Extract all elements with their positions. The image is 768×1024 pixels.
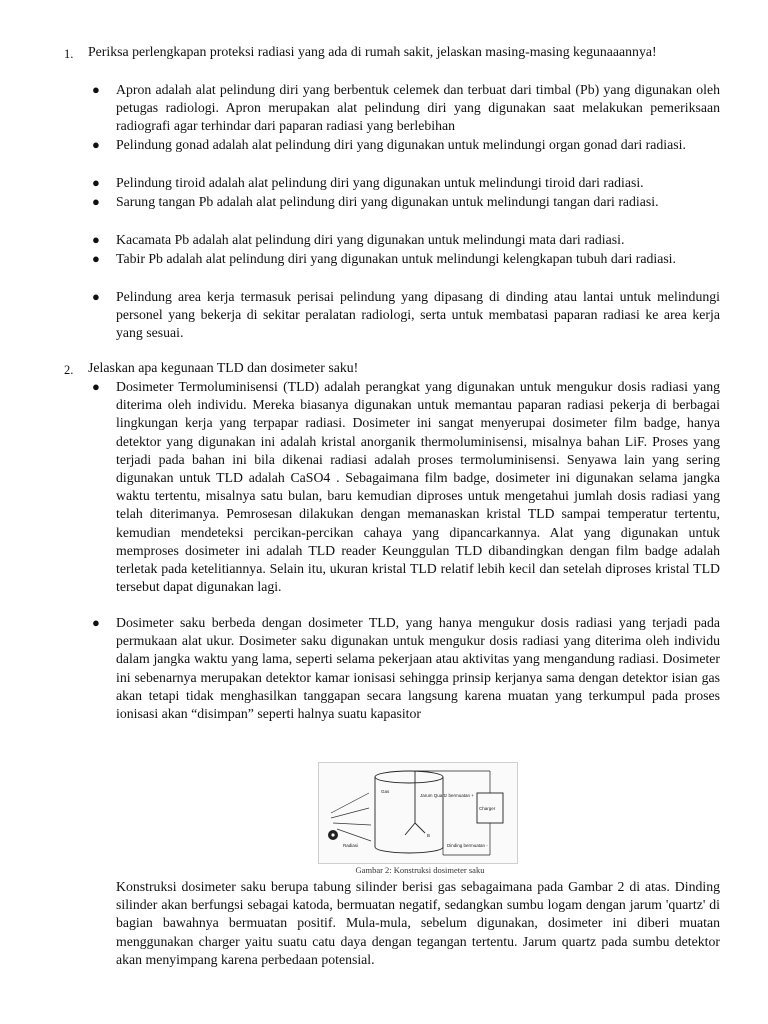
figure-dosimeter-saku [318,762,518,864]
bullet-icon: ● [92,137,100,152]
q1-bullet-sarung-tangan: Sarung tangan Pb adalah alat pelindung diri yang digunakan untuk melindungi tangan dari radiasi. [116,194,659,209]
q2-bullet-dosimeter-saku: Dosimeter saku berbeda dengan dosimeter TLD, yang hanya mengukur dosis radiasi yang terjadi pada permukaan alat ukur. Dosimeter saku digunakan untuk mengukur dosis radiasi yang diterima oleh individu dalam jangka waktu yang lama, seperti selama pekerjaan atau aktivitas yang mengandung radiasi. Dosimeter ini sebenarnya merupakan detektor kamar ionisasi sehingga prinsip kerjanya sama dengan detektor isian gas akan tetapi tidak menghasilkan tanggapan secara langsung karena muatan yang terkumpul pada proses ionisasi akan “disimpan” seperti halnya suatu kapasitor [116,615,720,722]
bullet-icon: ● [92,379,100,394]
question-1-number: 1. [64,47,74,61]
bullet-icon: ● [92,82,100,97]
bullet-icon: ● [92,232,100,247]
label-charger: Charger [479,806,496,811]
bullet-icon: ● [92,194,100,209]
question-2-text: Jelaskan apa kegunaan TLD dan dosimeter saku! [88,360,359,375]
label-gas: Gas [381,789,390,794]
question-2-number: 2. [64,363,74,377]
q1-bullet-kacamata: Kacamata Pb adalah alat pelindung diri yang digunakan untuk melindungi mata dari radiasi. [116,232,625,247]
dosimeter-diagram [319,763,517,863]
label-radiasi: Radiasi [343,843,359,848]
bullet-icon: ● [92,615,100,630]
q1-bullet-tabir: Tabir Pb adalah alat pelindung diri yang digunakan untuk melindungi kelengkapan tubuh dari radiasi. [116,251,676,266]
bullet-icon: ● [92,175,100,190]
label-dinding: Dinding bermuatan - [447,843,488,848]
label-quartz: Jarum Quartz bermuatan + [420,793,474,798]
q1-bullet-tiroid: Pelindung tiroid adalah alat pelindung diri yang digunakan untuk melindungi tiroid dari radiasi. [116,175,644,190]
paragraph-konstruksi: Konstruksi dosimeter saku berupa tabung silinder berisi gas sebagaimana pada Gambar 2 di atas. Dinding silinder akan berfungsi sebagai katoda, bermuatan negatif, sedangkan sumbu logam dengan jarum 'quartz' di bagian bawahnya bermuatan positif. Mula-mula, sebelum digunakan, dosimeter ini diberi muatan menggunakan charger yaitu suatu catu daya dengan tegangan tertentu. Jarum quartz pada sumbu detektor akan menyimpang karena perbedaan potensial. [116,879,720,967]
q2-bullet-tld: Dosimeter Termoluminisensi (TLD) adalah perangkat yang digunakan untuk mengukur dosis radiasi yang diterima oleh individu. Mereka biasanya digunakan untuk memantau paparan radiasi pekerja di berbagai lingkungan kerja yang terpapar radiasi. Dosimeter ini sangat menyerupai dosimeter film badge, hanya detektor yang digunakan ini adalah kristal anorganik thermoluminisensi, misalnya bahan LiF. Proses yang terjadi pada bahan ini bila dikenai radiasi adalah proses termoluminisensi. Senyawa lain yang sering digunakan untuk TLD adalah CaSO4 . Sebagaimana film badge, dosimeter ini digunakan selama jangka waktu tertentu, misalnya satu bulan, baru kemudian diproses untuk mengetahui jumlah dosis radiasi yang telah diterimanya. Pemrosesan dilakukan dengan memanaskan kristal TLD sampai temperatur tertentu, kemudian mendeteksi percikan-percikan cahaya yang dipancarkannya. Alat yang digunakan untuk memproses dosimeter ini adalah TLD reader Keunggulan TLD dibandingkan dengan film badge adalah terletak pada ketelitiannya. Selain itu, ukuran kristal TLD relatif lebih kecil dan setelah diproses kristal TLD tersebut dapat digunakan lagi. [116,379,720,595]
q1-bullet-apron: Apron adalah alat pelindung diri yang berbentuk celemek dan terbuat dari timbal (Pb) yang digunakan oleh petugas radiologi. Apron merupakan alat pelindung diri yang digunakan saat melakukan pemeriksaan radiografi agar terhindar dari paparan radiasi yang berlebihan [116,82,720,134]
label-anode: B [427,833,431,838]
figure-caption: Gambar 2: Konstruksi dosimeter saku [355,865,485,875]
radiation-icon [328,830,338,840]
bullet-icon: ● [92,251,100,266]
question-1-text: Periksa perlengkapan proteksi radiasi yang ada di rumah sakit, jelaskan masing-masing kegunaaannya! [88,44,657,59]
q1-bullet-area-kerja: Pelindung area kerja termasuk perisai pelindung yang dipasang di dinding atau lantai untuk melindungi personel yang bekerja di sekitar peralatan radiologi, serta untuk membatasi paparan radiasi ke area kerja yang sesuai. [116,289,720,341]
q1-bullet-gonad: Pelindung gonad adalah alat pelindung diri yang digunakan untuk melindungi organ gonad dari radiasi. [116,137,686,152]
bullet-icon: ● [92,289,100,304]
